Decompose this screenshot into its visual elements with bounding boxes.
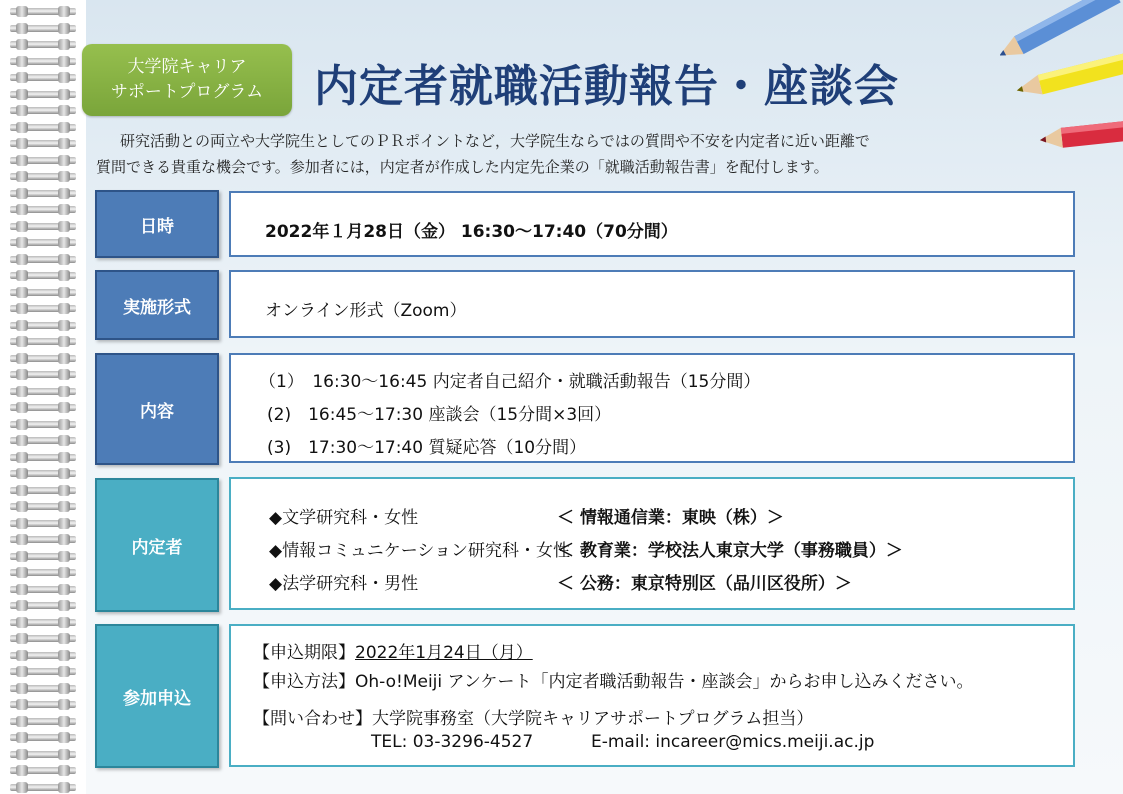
box-format: [229, 270, 1075, 338]
binding-ring: [10, 569, 76, 576]
content-item-2: (2) 16:45～17:30 座談会（15分間×3回）: [267, 405, 612, 425]
candidate-where-1: ＜ 情報通信業：東映（株）＞: [557, 508, 784, 528]
binding-ring: [10, 602, 76, 609]
intro-line2: 質問できる貴重な機会です。参加者には，内定者が作成した内定先企業の「就職活動報告書」を配付します。: [96, 158, 829, 176]
label-candidates: 内定者: [95, 478, 219, 612]
datetime-value: 2022年１月28日（金） 16:30～17:40（70分間）: [265, 222, 678, 242]
binding-ring: [10, 239, 76, 246]
page-title: 内定者就職活動報告・座談会: [314, 61, 899, 112]
box-apply: [229, 624, 1075, 767]
binding-ring: [10, 520, 76, 527]
binding-ring: [10, 701, 76, 708]
binding-ring: [10, 619, 76, 626]
label-format: 実施形式: [95, 270, 219, 340]
intro-text: [96, 128, 1056, 180]
binding-ring: [10, 718, 76, 725]
binding-ring: [10, 784, 76, 791]
binding-ring: [10, 272, 76, 279]
binding-ring: [10, 173, 76, 180]
box-datetime: [229, 191, 1075, 257]
binding-ring: [10, 41, 76, 48]
binding-ring: [10, 140, 76, 147]
apply-contact-label: 【問い合わせ】: [253, 709, 372, 729]
format-value: オンライン形式（Zoom）: [265, 301, 467, 321]
binding-ring: [10, 767, 76, 774]
binding-ring: [10, 553, 76, 560]
binding-ring: [10, 8, 76, 15]
binding-ring: [10, 206, 76, 213]
binding-ring: [10, 124, 76, 131]
spiral-binding-icon: [0, 0, 86, 794]
label-datetime: 日時: [95, 190, 219, 258]
badge-line1: 大学院キャリア: [127, 57, 247, 77]
binding-ring: [10, 25, 76, 32]
candidate-where-2: ＜ 教育業：学校法人東京大学（事務職員）＞: [557, 541, 903, 561]
binding-ring: [10, 371, 76, 378]
binding-ring: [10, 74, 76, 81]
binding-ring: [10, 388, 76, 395]
label-apply: 参加申込: [95, 624, 219, 768]
binding-ring: [10, 586, 76, 593]
box-candidates: [229, 477, 1075, 610]
apply-deadline-value: 2022年1月24日（月）: [355, 643, 533, 663]
label-content: 内容: [95, 353, 219, 465]
candidate-who-3: ◆法学研究科・男性: [269, 574, 419, 594]
binding-ring: [10, 322, 76, 329]
binding-ring: [10, 289, 76, 296]
content-item-1: （1） 16:30～16:45 内定者自己紹介・就職活動報告（15分間）: [259, 372, 761, 392]
badge-line2: サポートプログラム: [110, 82, 264, 102]
binding-ring: [10, 668, 76, 675]
binding-ring: [10, 305, 76, 312]
content-item-3: (3) 17:30～17:40 質疑応答（10分間）: [267, 438, 587, 458]
apply-tel: TEL: 03-3296-4527: [371, 732, 534, 752]
binding-ring: [10, 734, 76, 741]
binding-ring: [10, 355, 76, 362]
apply-deadline-label: 【申込期限】: [253, 643, 355, 663]
binding-ring: [10, 652, 76, 659]
program-badge: [82, 44, 292, 116]
binding-ring: [10, 91, 76, 98]
candidate-where-3: ＜ 公務：東京特別区（品川区役所）＞: [557, 574, 852, 594]
binding-ring: [10, 685, 76, 692]
binding-ring: [10, 454, 76, 461]
apply-method-value: Oh-o!Meiji アンケート「内定者職活動報告・座談会」からお申し込みください。: [355, 672, 974, 692]
binding-ring: [10, 503, 76, 510]
box-content: [229, 353, 1075, 463]
binding-ring: [10, 223, 76, 230]
apply-email[interactable]: E-mail: incareer@mics.meiji.ac.jp: [591, 732, 875, 752]
intro-line1: 研究活動との両立や大学院生としてのＰＲポイントなど，大学院生ならではの質問や不安を内定者に近い距離で: [120, 132, 870, 150]
binding-ring: [10, 107, 76, 114]
binding-ring: [10, 404, 76, 411]
binding-ring: [10, 421, 76, 428]
binding-ring: [10, 437, 76, 444]
candidate-who-1: ◆文学研究科・女性: [269, 508, 419, 528]
binding-ring: [10, 536, 76, 543]
binding-ring: [10, 256, 76, 263]
apply-contact: [253, 704, 813, 729]
apply-contact-value: 大学院事務室（大学院キャリアサポートプログラム担当）: [372, 709, 814, 729]
binding-ring: [10, 487, 76, 494]
binding-ring: [10, 58, 76, 65]
apply-method: [253, 667, 974, 692]
binding-ring: [10, 751, 76, 758]
apply-method-label: 【申込方法】: [253, 672, 355, 692]
apply-deadline: [253, 638, 533, 663]
binding-ring: [10, 635, 76, 642]
binding-ring: [10, 338, 76, 345]
binding-ring: [10, 157, 76, 164]
binding-ring: [10, 190, 76, 197]
candidate-who-2: ◆情報コミュニケーション研究科・女性: [269, 541, 571, 561]
binding-ring: [10, 470, 76, 477]
